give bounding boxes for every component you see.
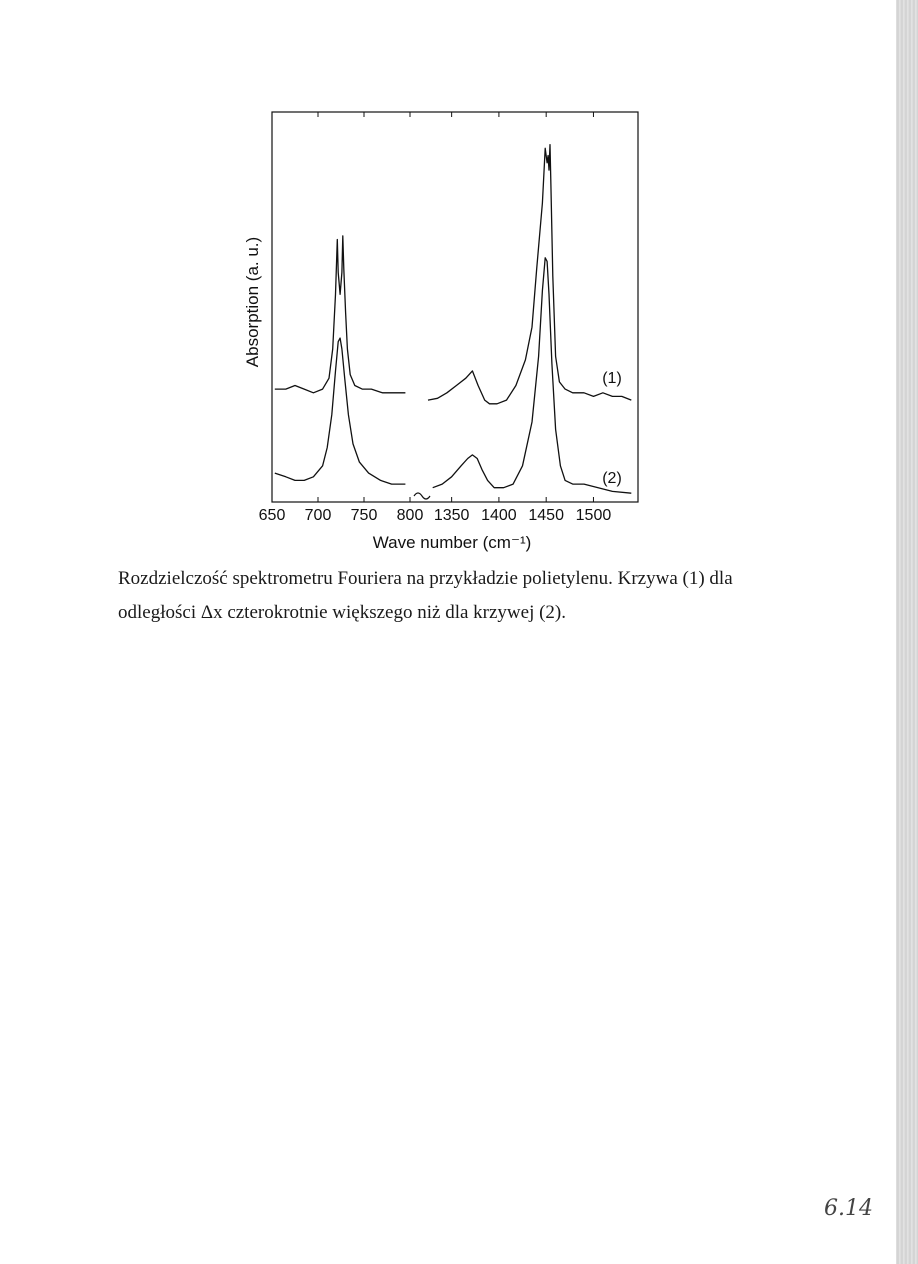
series-labels [602,370,622,487]
ftir-spectrum-chart [0,0,918,560]
caption-line-2: odległości Δx czterokrotnie większego niż dla krzywej (2). [118,602,567,623]
x-tick-labels [259,507,612,524]
x-tick-label: 1450 [528,507,564,524]
y-axis-label: Absorption (a. u.) [243,236,262,368]
x-tick-label: 750 [350,507,378,524]
x-tick-label: 1350 [433,507,470,524]
x-tick-label: 1400 [481,507,517,524]
x-tick-label: 700 [304,507,332,524]
x-tick-label: 1500 [575,507,612,524]
series-2-label: (2) [602,470,622,487]
series-1-right-line [428,145,631,404]
spectrum-curves [275,145,632,494]
x-tick-label: 800 [396,507,424,524]
series-1-label: (1) [602,370,622,387]
x-axis-label: Wave number (cm⁻¹) [372,533,532,552]
figure-caption [118,562,818,630]
axis-ticks [272,112,593,502]
x-tick-label: 650 [258,507,286,524]
caption-line-1: Rozdzielczość spektrometru Fouriera na przykładzie polietylenu. Krzywa (1) dla [118,568,733,589]
axis-break-mark [414,493,430,499]
plot-frame [272,112,638,502]
page-number: 6.14 [824,1196,873,1221]
series-1-left-line [275,236,406,393]
series-2-left-line [275,338,406,484]
